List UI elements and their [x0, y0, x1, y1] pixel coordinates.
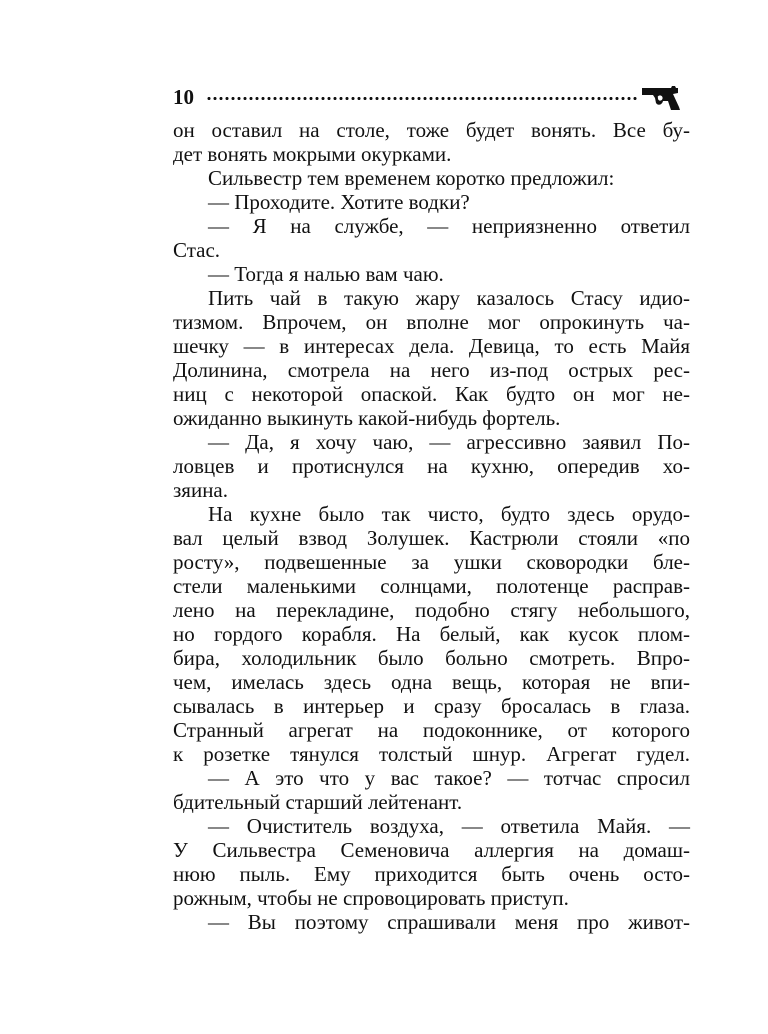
text-line: зяина. [173, 478, 229, 502]
text-line: росту», подвешенные за ушки сковородки бле- [173, 550, 690, 574]
text-line: ловцев и протиснулся на кухню, опередив хо- [173, 454, 690, 478]
text-line: ожиданно выкинуть какой-нибудь фортель. [173, 406, 561, 430]
text-line: — Да, я хочу чаю, — агрессивно заявил По- [208, 430, 690, 454]
text-line: рожным, чтобы не спровоцировать приступ. [173, 886, 569, 910]
text-line: — А это что у вас такое? — тотчас спросил [208, 766, 690, 790]
text-line: стели маленькими солнцами, полотенце расправ- [173, 574, 690, 598]
text-line: тизмом. Впрочем, он вполне мог опрокинуть ча- [173, 310, 690, 334]
dotted-rule [206, 96, 638, 101]
text-line: — Вы поэтому спрашивали меня про живот- [208, 910, 690, 934]
text-line: На кухне было так чисто, будто здесь орудо- [208, 502, 690, 526]
text-line: — Я на службе, — неприязненно ответил [208, 214, 690, 238]
text-line: Сильвестр тем временем коротко предложил: [208, 166, 615, 190]
text-line: — Тогда я налью вам чаю. [208, 262, 444, 286]
text-line: Стас. [173, 238, 221, 262]
page-number: 10 [173, 85, 194, 109]
text-line: дет вонять мокрыми окурками. [173, 142, 452, 166]
text-line: к розетке тянулся толстый шнур. Агрегат гудел. [173, 742, 690, 766]
text-line: вал целый взвод Золушек. Кастрюли стояли «по [173, 526, 690, 550]
text-line: сывалась в интерьер и сразу бросалась в глаза. [173, 694, 690, 718]
text-line: бдительный старший лейтенант. [173, 790, 463, 814]
revolver-icon [641, 85, 681, 111]
text-line: бира, холодильник было больно смотреть. Впро- [173, 646, 690, 670]
text-line: У Сильвестра Семеновича аллергия на домаш- [173, 838, 690, 862]
running-header [173, 83, 690, 113]
text-line: он оставил на столе, тоже будет вонять. Все бу- [173, 118, 690, 142]
text-line: Странный агрегат на подоконнике, от которого [173, 718, 690, 742]
text-line: шечку — в интересах дела. Девица, то есть Майя [173, 334, 690, 358]
text-line: нюю пыль. Ему приходится быть очень осто- [173, 862, 690, 886]
text-line: лено на перекладине, подобно стягу небольшого, [173, 598, 690, 622]
text-line: Пить чай в такую жару казалось Стасу идио- [208, 286, 690, 310]
text-line: — Очиститель воздуха, — ответила Майя. — [208, 814, 690, 838]
text-line: ниц с некоторой опаской. Как будто он мог не- [173, 382, 690, 406]
body-text [173, 118, 690, 934]
text-line: — Проходите. Хотите водки? [208, 190, 470, 214]
text-line: но гордого корабля. На белый, как кусок плом- [173, 622, 690, 646]
text-line: Долинина, смотрела на него из-под острых рес- [173, 358, 690, 382]
text-line: чем, имелась здесь одна вещь, которая не впи- [173, 670, 690, 694]
